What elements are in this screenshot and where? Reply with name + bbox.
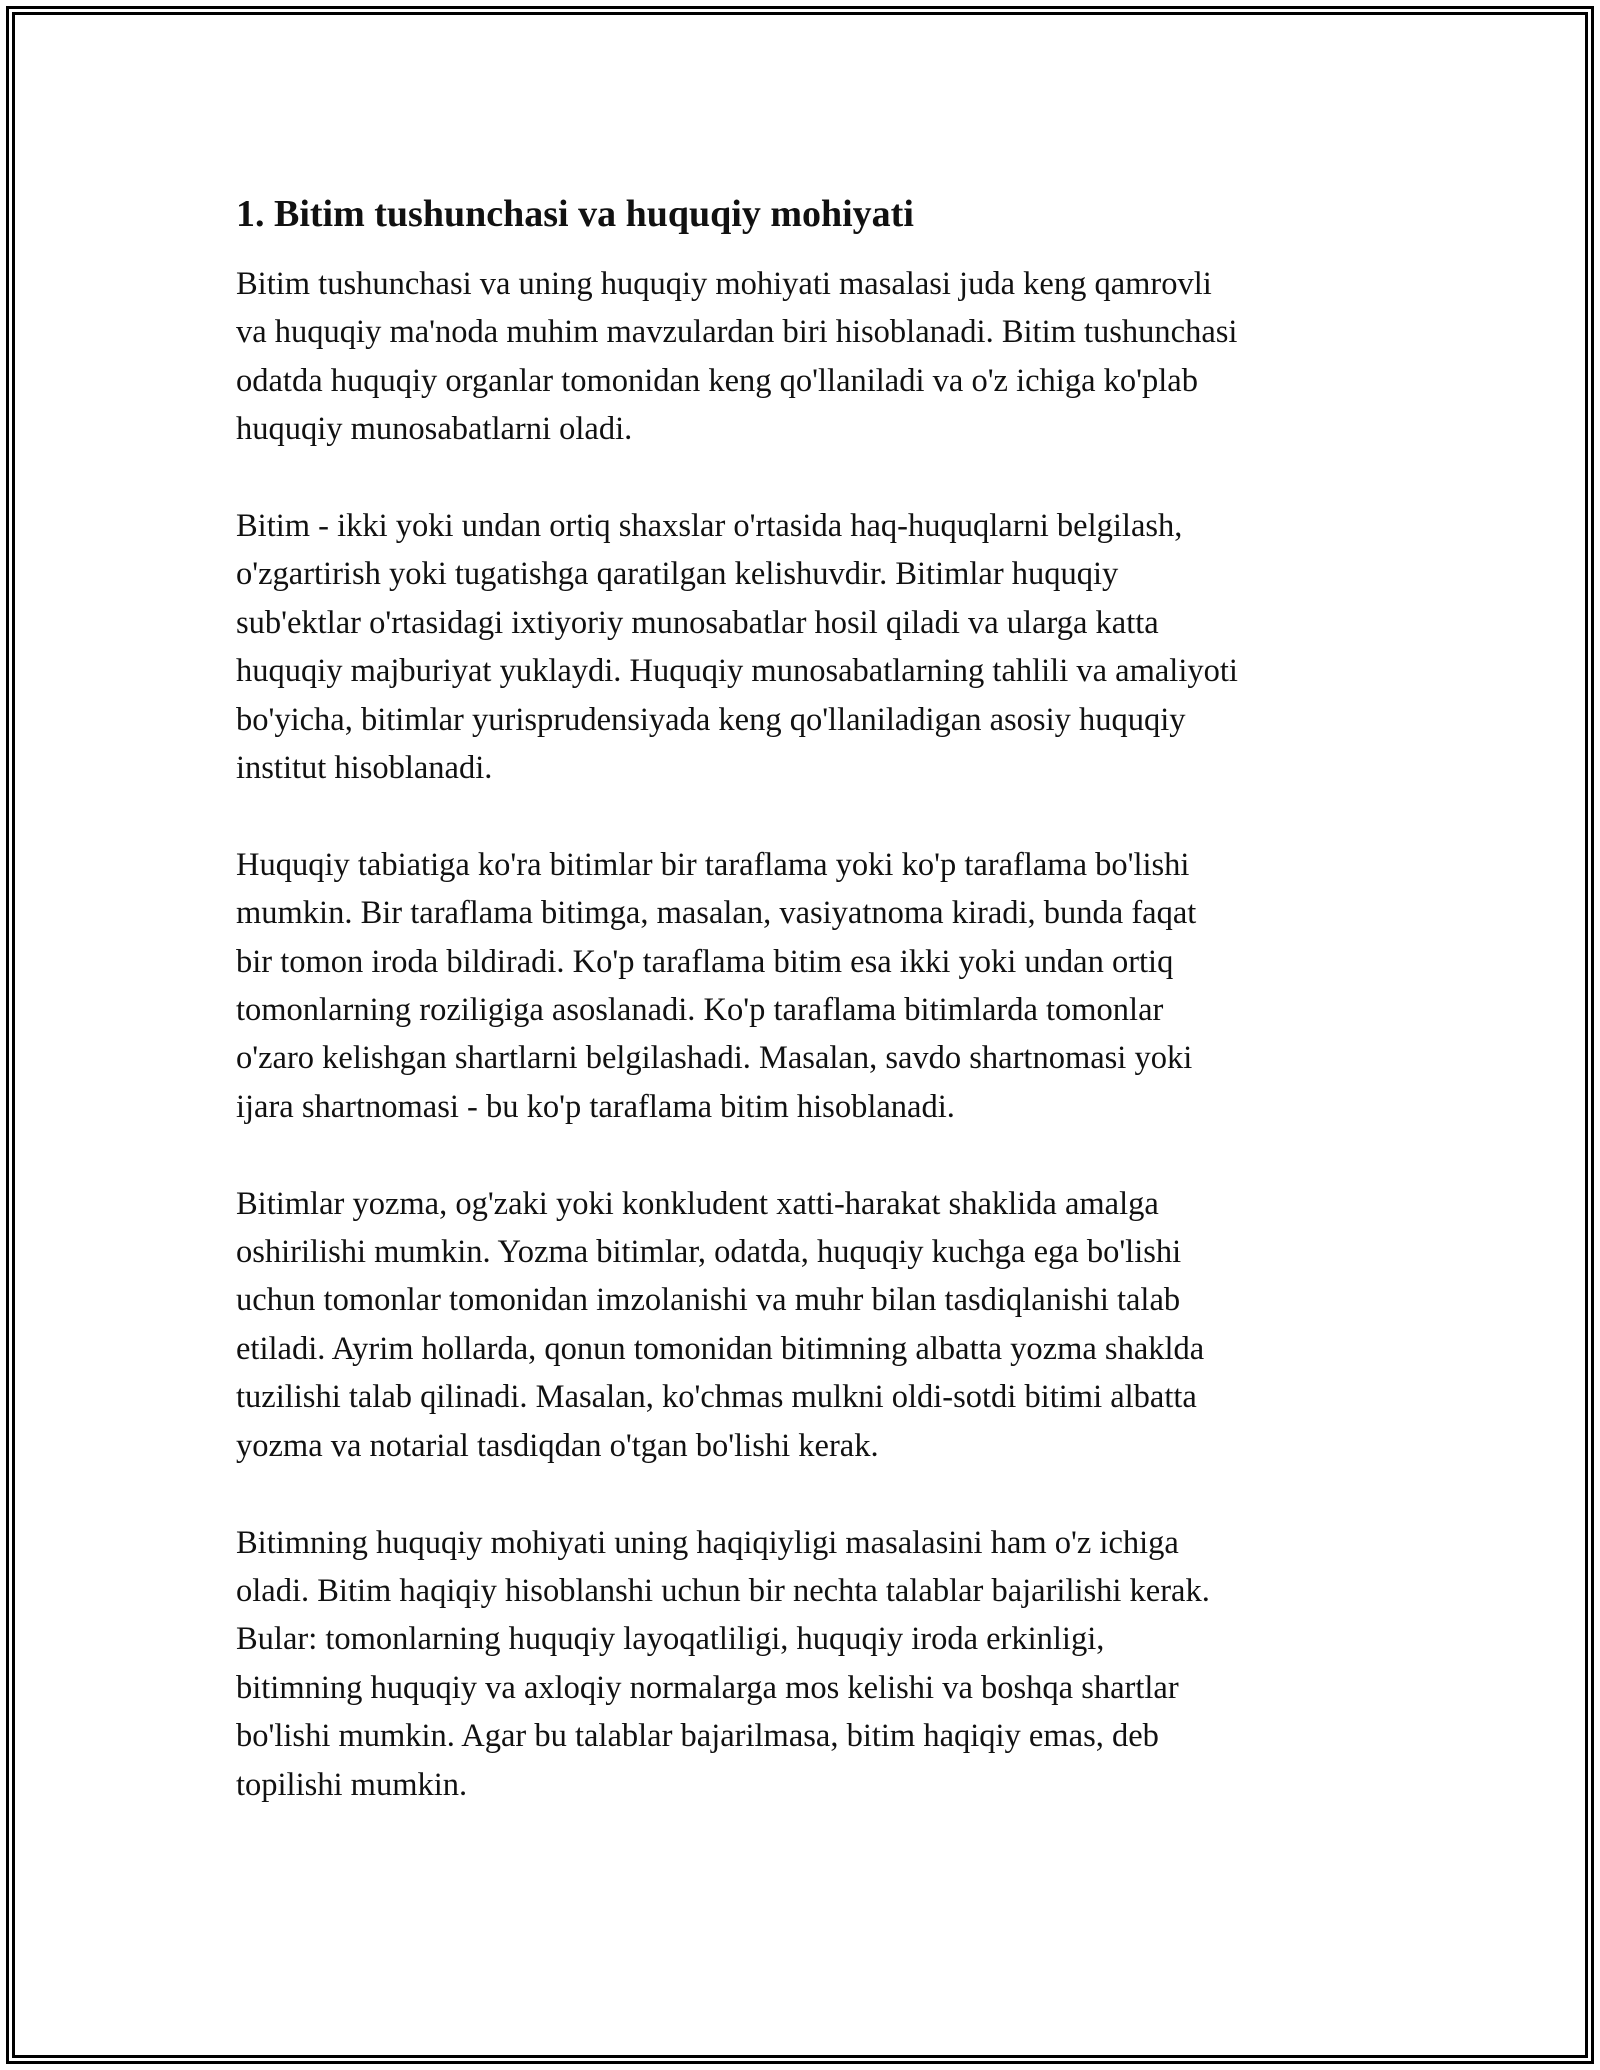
- paragraph-1: Bitim tushunchasi va uning huquqiy mohiyati masalasi juda keng qamrovli va huquqiy ma'noda muhim mavzulardan biri hisoblanadi. Bitim tushunchasi odatda huquqiy organlar tomonidan keng qo'llaniladi va o'z ichiga ko'plab huquqiy munosabatlarni oladi.: [236, 266, 1238, 448]
- paragraph-2: Bitim - ikki yoki undan ortiq shaxslar o'rtasida haq-huquqlarni belgilash, o'zgartirish yoki tugatishga qaratilgan kelishuvdir. Bitimlar huquqiy sub'ektlar o'rtasidagi ixtiyoriy munosabatlar hosil qiladi va ularga katta huquqiy majburiyat yuklaydi. Huquqiy munosabatlarning tahlili va amaliyoti bo'yicha, bitimlar yurisprudensiyada keng qo'llaniladigan asosiy huquqiy institut hisoblanadi.: [236, 508, 1238, 787]
- document-body: [236, 186, 1376, 1809]
- paragraph-5: Bitimning huquqiy mohiyati uning haqiqiyligi masalasini ham o'z ichiga oladi. Bitim haqiqiy hisoblanshi uchun bir nechta talablar bajarilishi kerak. Bular: tomonlarning huquqiy layoqatliligi, huquqiy iroda erkinligi, bitimning huquqiy va axloqiy normalarga mos kelishi va boshqa shartlar bo'lishi mumkin. Agar bu talablar bajarilmasa, bitim haqiqiy emas, deb topilishi mumkin.: [236, 1524, 1210, 1803]
- paragraph-3: Huquqiy tabiatiga ko'ra bitimlar bir taraflama yoki ko'p taraflama bo'lishi mumkin. Bir taraflama bitimga, masalan, vasiyatnoma kiradi, bunda faqat bir tomon iroda bildiradi. Ko'p taraflama bitim esa ikki yoki undan ortiq tomonlarning roziligiga asoslanadi. Ko'p taraflama bitimlarda tomonlar o'zaro kelishgan shartlarni belgilashadi. Masalan, savdo shartnomasi yoki ijara shartnomasi - bu ko'p taraflama bitim hisoblanadi.: [236, 846, 1197, 1125]
- paragraph-4: Bitimlar yozma, og'zaki yoki konkludent xatti-harakat shaklida amalga oshirilishi mumkin. Yozma bitimlar, odatda, huquqiy kuchga ega bo'lishi uchun tomonlar tomonidan imzolanishi va muhr bilan tasdiqlanishi talab etiladi. Ayrim hollarda, qonun tomonidan bitimning albatta yozma shaklda tuzilishi talab qilinadi. Masalan, ko'chmas mulkni oldi-sotdi bitimi albatta yozma va notarial tasdiqdan o'tgan bo'lishi kerak.: [236, 1185, 1205, 1464]
- section-heading: 1. Bitim tushunchasi va huquqiy mohiyati: [236, 193, 914, 235]
